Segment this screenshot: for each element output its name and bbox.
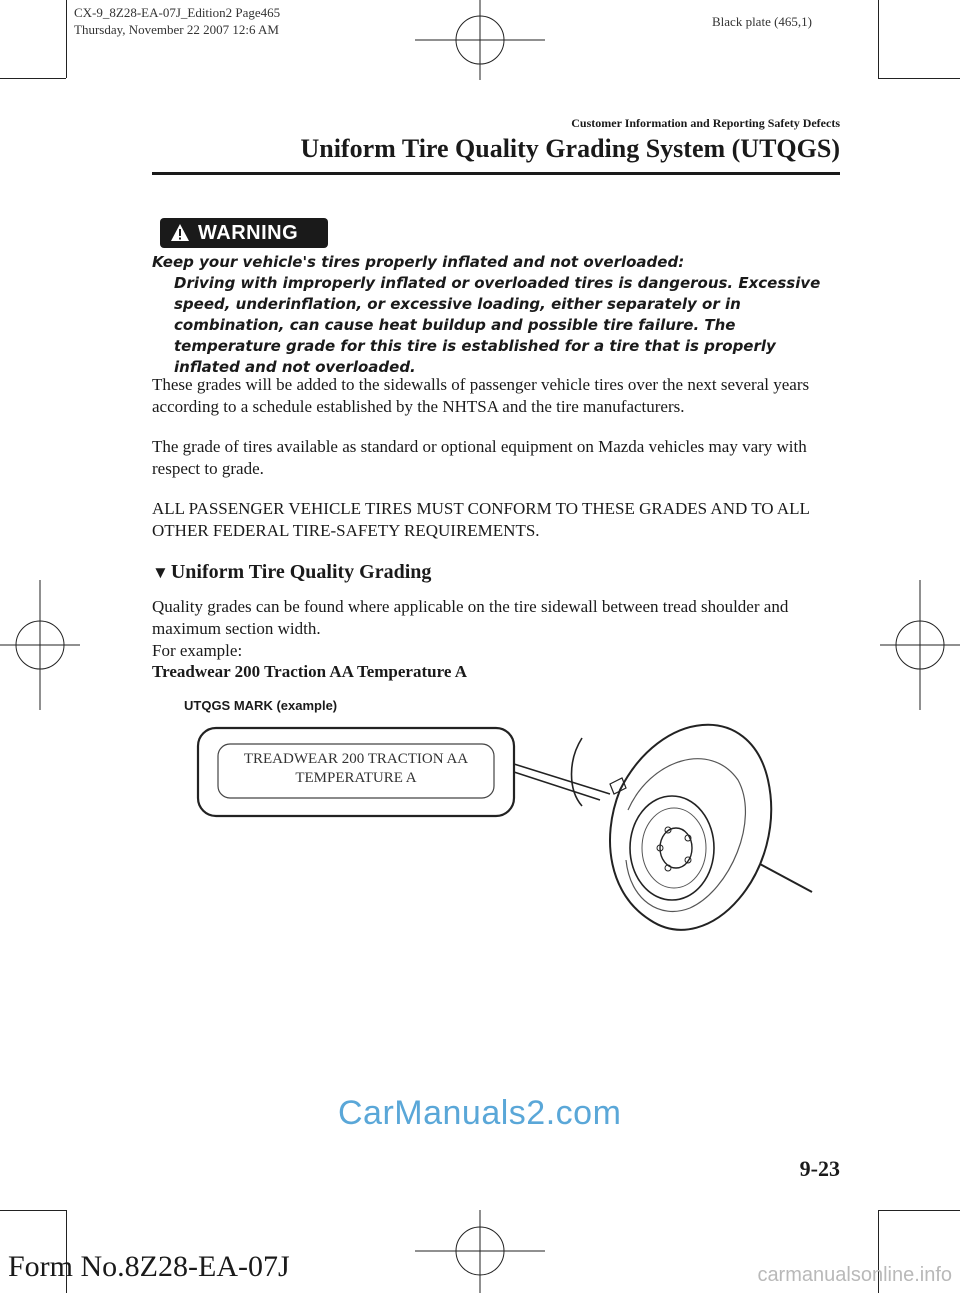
wheel-hub [660,828,692,868]
fender-edge [572,738,583,806]
callout-line1: TREADWEAR 200 TRACTION AA [243,751,469,767]
subsection-text: Quality grades can be found where applicable on the tire sidewall between tread shoulder and maximum section width. [152,597,789,638]
example-value: Treadwear 200 Traction AA Temperature A [152,662,467,681]
plate-label: Black plate (465,1) [712,14,812,29]
warning-lead: Keep your vehicle's tires properly inflated and not overloaded: [152,253,685,271]
crop-mark [0,1210,66,1211]
page-title: Uniform Tire Quality Grading System (UTQGS) [300,134,840,163]
callout-line2: TEMPERATURE A [295,770,417,786]
section-label: Customer Information and Reporting Safety Defects [571,116,840,130]
print-slug [74,4,280,38]
warning-badge [160,218,328,248]
bumper-line [760,864,812,892]
registration-mark-bottom [415,1210,545,1293]
crop-mark [878,0,879,78]
crop-mark [878,78,960,79]
registration-mark-top [415,0,545,80]
paragraph-grades-schedule: These grades will be added to the sidewalls of passenger vehicle tires over the next several years according to a schedule established by the NHTSA and the tire manufacturers. [152,375,810,416]
watermark-carmanuals[interactable]: CarManuals2.com [338,1094,622,1132]
paragraph-mazda-grades: The grade of tires available as standard or optional equipment on Mazda vehicles may vary with respect to grade. [152,437,807,478]
registration-mark-left [0,580,80,710]
triangle-down-icon: ▼ [152,562,169,582]
crop-mark [66,0,67,78]
print-slug-line2: Thursday, November 22 2007 12:6 AM [74,22,279,37]
callout-text [218,750,494,788]
subsection-heading [152,561,431,584]
form-number: Form No.8Z28-EA-07J [8,1250,290,1283]
crop-mark [0,78,66,79]
warning-label: WARNING [198,221,299,244]
title-rule [152,172,840,175]
print-slug-line1: CX-9_8Z28-EA-07J_Edition2 Page465 [74,5,281,20]
figure-caption: UTQGS MARK (example) [184,698,338,713]
warning-body: Driving with improperly inflated or overloaded tires is dangerous. Excessive speed, underinflation, or excessive loading, either separately or in combination, can cause heat buildup and possible tire failure. The temperature grade for this tire is established for a tire that is properly inflated and not overloaded. [174,274,821,376]
crop-mark [878,1210,960,1211]
paragraph-federal-requirements: ALL PASSENGER VEHICLE TIRES MUST CONFORM TO THESE GRADES AND TO ALL OTHER FEDERAL TIRE-SAFETY REQUIREMENTS. [152,499,810,540]
registration-mark-right [880,580,960,710]
watermark-footer[interactable]: carmanualsonline.info [757,1264,952,1286]
example-label: For example: [152,641,243,660]
subsection-title: Uniform Tire Quality Grading [170,561,432,583]
callout-leader [514,764,610,800]
page-number: 9-23 [799,1156,840,1181]
warning-triangle-icon [170,223,190,243]
